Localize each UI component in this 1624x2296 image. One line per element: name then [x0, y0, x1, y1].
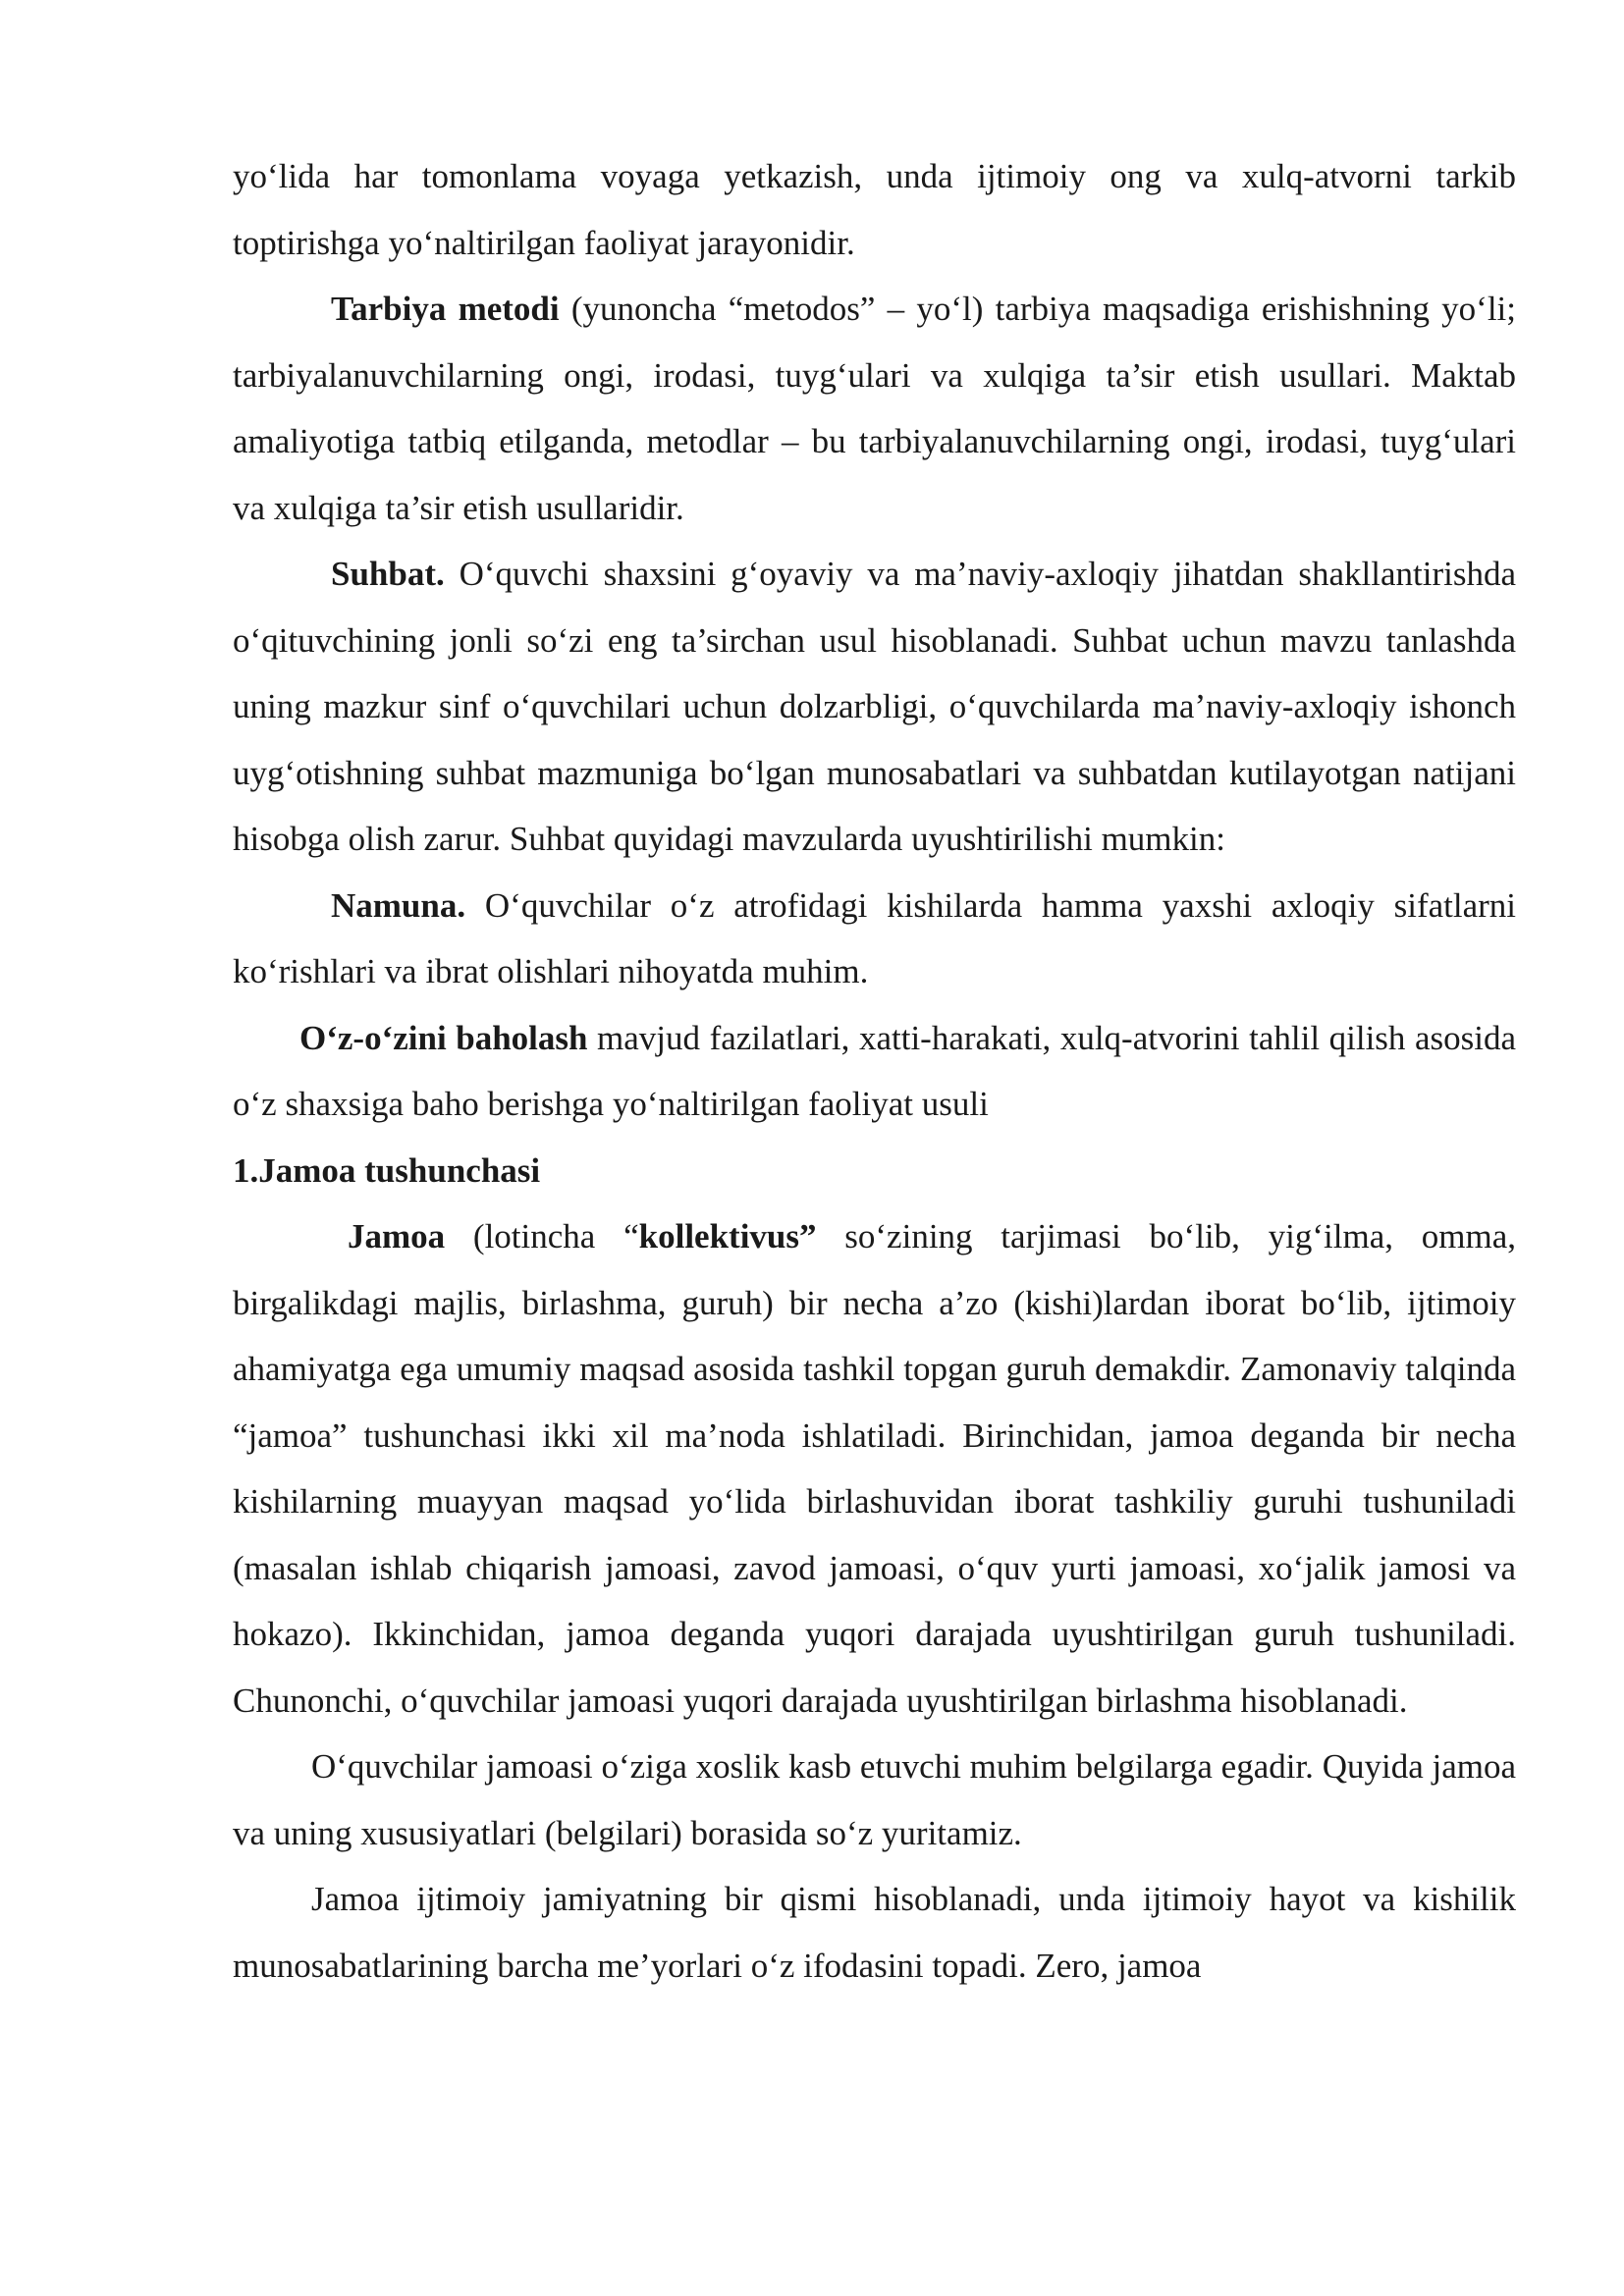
paragraph-suhbat — [233, 541, 1516, 873]
term-kollektivus: kollektivus” — [638, 1217, 817, 1255]
term-namuna: Namuna. — [331, 885, 466, 925]
paragraph-text: mavjud fazilatlari, xatti-harakati, xulq-atvorini tahlil qilish asosida o‘z shaxsiga baho berishga yo‘naltirilgan faoliyat usuli — [233, 1018, 1517, 1123]
document-page — [233, 143, 1516, 1999]
paragraph-jamoa — [233, 1203, 1516, 1734]
paragraph-text: (yunoncha “metodos” – yo‘l) tarbiya maqsadiga erishishning yo‘li; tarbiyalanuvchilarning ongi, irodasi, tuyg‘ulari va xulqiga ta’sir etish usullari. Maktab amaliyotiga tatbiq etilganda, metodlar – bu tarbiyalanuvchilarning ongi, irodasi, tuyg‘ulari va xulqiga ta’sir etish usullaridir. — [233, 290, 1516, 527]
paragraph-text: yo‘lida har tomonlama voyaga yetkazish, unda ijtimoiy ong va xulq-atvorni tarkib toptirishga yo‘naltirilgan faoliyat jarayonidir. — [233, 157, 1516, 262]
paragraph-continuation — [233, 143, 1516, 276]
term-jamoa: Jamoa — [348, 1217, 446, 1255]
paragraph-text: Jamoa ijtimoiy jamiyatning bir qismi hisoblanadi, unda ijtimoiy hayot va kishilik munosabatlarining barcha me’yorlari o‘z ifodasini topadi. Zero, jamoa — [233, 1880, 1516, 1985]
paragraph-text: O‘quvchilar jamoasi o‘ziga xoslik kasb etuvchi muhim belgilarga egadir. Quyida jamoa va uning xususiyatlari (belgilari) borasida so‘z yuritamiz. — [233, 1747, 1516, 1852]
term-tarbiya-metodi: Tarbiya metodi — [331, 290, 560, 328]
paragraph-namuna — [233, 873, 1516, 1005]
paragraph-tarbiya-metodi — [233, 276, 1516, 541]
paragraph-text: so‘zining tarjimasi bo‘lib, yig‘ilma, omma, birgalikdagi majlis, birlashma, guruh) bir necha a’zo (kishi)lardan iborat bo‘lib, ijtimoiy ahamiyatga ega umumiy maqsad asosida tashkil topgan guruh demakdir. Zamonaviy talqinda “jamoa” tushunchasi ikki xil ma’noda ishlatiladi. Birinchidan, jamoa deganda bir necha kishilarning muayyan maqsad yo‘lida birlashuvidan iborat tashkiliy guruhi tushuniladi (masalan ishlab chiqarish jamoasi, zavod jamoasi, o‘quv yurti jamoasi, xo‘jalik jamosi va hokazo). Ikkinchidan, jamoa deganda yuqori darajada uyushtirilgan guruh tushuniladi. Chunonchi, o‘quvchilar jamoasi yuqori darajada uyushtirilgan birlashma hisoblanadi. — [233, 1217, 1516, 1720]
term-suhbat: Suhbat. — [331, 555, 445, 593]
paragraph-oquvchilar-jamoasi — [233, 1734, 1516, 1866]
paragraph-jamoa-ijtimoiy — [233, 1866, 1516, 1999]
paragraph-oz-ozini-baholash — [233, 1005, 1516, 1138]
section-heading: 1.Jamoa tushunchasi — [233, 1150, 541, 1190]
paragraph-text: O‘quvchilar o‘z atrofidagi kishilarda hamma yaxshi axloqiy sifatlarni ko‘rishlari va ibrat olishlari nihoyatda muhim. — [233, 885, 1516, 990]
paragraph-text: (lotincha “ — [445, 1217, 639, 1255]
paragraph-text: O‘quvchi shaxsini g‘oyaviy va ma’naviy-axloqiy jihatdan shakllantirishda o‘qituvchining jonli so‘zi eng ta’sirchan usul hisoblanadi. Suhbat uchun mavzu tanlashda uning mazkur sinf o‘quvchilari uchun dolzarbligi, o‘quvchilarda ma’naviy-axloqiy ishonch uyg‘otishning suhbat mazmuniga bo‘lgan munosabatlari va suhbatdan kutilayotgan natijani hisobga olish zarur. Suhbat quyidagi mavzularda uyushtirilishi mumkin: — [233, 555, 1516, 858]
term-oz-ozini-baholash: O‘z-o‘zini baholash — [299, 1018, 588, 1057]
